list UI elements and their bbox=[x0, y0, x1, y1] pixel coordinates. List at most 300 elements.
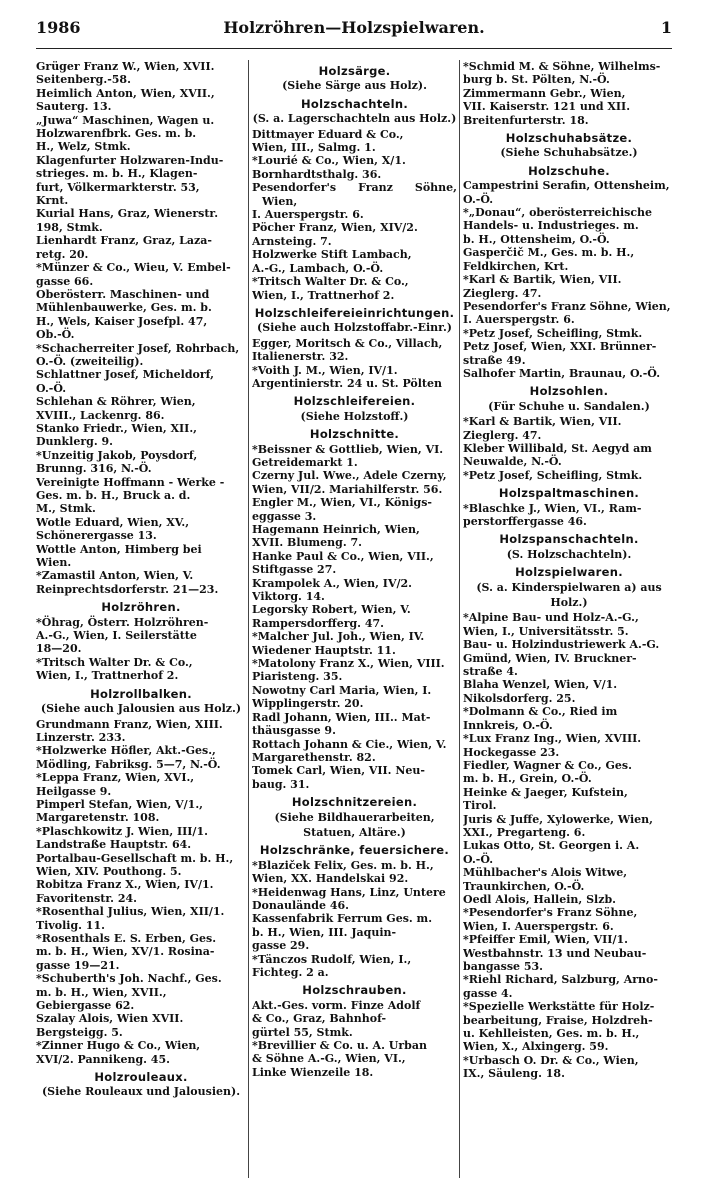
entry-line: m. b. H., Grein, O.-Ö. bbox=[463, 772, 592, 786]
entry-line: O.-Ö. bbox=[463, 192, 494, 206]
directory-entry bbox=[36, 449, 246, 476]
directory-entry bbox=[463, 759, 675, 786]
entry-line: Pimperl Stefan, Wien, V/1., bbox=[36, 797, 203, 811]
section-heading: Holzrollbalken. bbox=[90, 686, 192, 701]
directory-entry bbox=[36, 288, 246, 342]
section-note: (Siehe Rouleaux und Jalousien). bbox=[41, 1085, 241, 1099]
directory-entry bbox=[252, 181, 457, 221]
directory-entry bbox=[36, 825, 246, 852]
entry-line: straße 49. bbox=[463, 353, 526, 367]
entry-line: „Juwa“ Maschinen, Wagen u. bbox=[36, 113, 215, 127]
entry-line: *Rosenthal Julius, Wien, XII/1. bbox=[36, 905, 225, 919]
entry-line: Argentinierstr. 24 u. St. Pölten bbox=[252, 376, 443, 390]
entry-line: Seitenberg.-58. bbox=[36, 73, 131, 87]
entry-line: Salhofer Martin, Braunau, O.-Ö. bbox=[463, 366, 661, 380]
directory-entry bbox=[463, 179, 675, 206]
entry-line: Legorsky Robert, Wien, V. bbox=[252, 603, 411, 617]
entry-line: I. Auerspergstr. 6. bbox=[252, 208, 364, 222]
directory-entry bbox=[252, 684, 457, 711]
entry-line: *Leppa Franz, Wien, XVI., bbox=[36, 771, 195, 785]
page-marker: 1 bbox=[660, 18, 672, 37]
entry-line: *Unzeitig Jakob, Poysdorf, bbox=[36, 448, 198, 462]
section-note: (Siehe auch Jalousien aus Holz.) bbox=[40, 702, 242, 716]
entry-line: gasse 4. bbox=[463, 986, 513, 1000]
directory-entry bbox=[463, 1000, 675, 1054]
directory-entry bbox=[36, 656, 246, 683]
entry-line: Tirol. bbox=[463, 799, 497, 813]
section-heading: Holzschnitzereien. bbox=[291, 795, 418, 810]
entry-line: Kassenfabrik Ferrum Ges. m. bbox=[252, 912, 433, 926]
directory-entry bbox=[36, 368, 246, 395]
entry-line: bangasse 53. bbox=[463, 960, 543, 973]
directory-entry bbox=[463, 415, 675, 442]
directory-entry bbox=[252, 128, 457, 155]
section-heading: Holzschrauben. bbox=[302, 983, 407, 998]
entry-line: Hockegasse 23. bbox=[463, 745, 560, 759]
entry-line: Oedl Alois, Hallein, Slzb. bbox=[463, 892, 616, 906]
entry-line: Stanko Friedr., Wien, XII., bbox=[36, 421, 197, 435]
entry-line: Campestrini Serafin, Ottensheim, bbox=[463, 179, 670, 193]
entry-line: *Dolmann & Co., Ried im bbox=[463, 705, 618, 719]
directory-entry bbox=[252, 443, 457, 470]
entry-line: *Holzwerke Höfler, Akt.-Ges., bbox=[36, 744, 216, 758]
entry-line: *Riehl Richard, Salzburg, Arno- bbox=[463, 973, 658, 987]
entry-line: Wipplingerstr. 20. bbox=[252, 697, 364, 711]
entry-line: O.-Ö. (zweiteilig). bbox=[36, 354, 144, 368]
entry-line: *Voith J. M., Wien, IV/1. bbox=[252, 363, 398, 377]
entry-line: *Tritsch Walter Dr. & Co., bbox=[36, 655, 193, 669]
entry-line: Wien, X., Alxingerg. 59. bbox=[463, 1040, 609, 1054]
entry-line: m. b. H., Wien, XV/1. Rosina- bbox=[36, 945, 215, 959]
page-title: Holzröhren—Holzspielwaren. bbox=[223, 18, 485, 37]
entry-line: Lukas Otto, St. Georgen i. A. bbox=[463, 839, 640, 853]
directory-entry bbox=[252, 912, 457, 952]
entry-line: *Blaziček Felix, Ges. m. b. H., bbox=[252, 858, 434, 872]
header-rule bbox=[36, 48, 672, 49]
entry-line: XVIII., Lackenrg. 86. bbox=[36, 408, 165, 422]
directory-entry bbox=[36, 114, 246, 154]
section-heading: Holzschuhabsätze. bbox=[505, 131, 633, 146]
entry-line: *Beissner & Gottlieb, Wien, VI. bbox=[252, 442, 444, 456]
directory-entry bbox=[36, 798, 246, 825]
entry-line: Stiftgasse 27. bbox=[252, 563, 337, 577]
directory-entry bbox=[252, 764, 457, 791]
directory-entry bbox=[463, 893, 675, 906]
directory-entry bbox=[36, 516, 246, 543]
directory-entry bbox=[463, 469, 675, 482]
section-heading: Holzschachteln. bbox=[300, 96, 409, 111]
directory-entry bbox=[463, 367, 675, 380]
entry-line: *Heidenwag Hans, Linz, Untere bbox=[252, 885, 446, 899]
entry-line: Brunng. 316, N.-Ö. bbox=[36, 462, 152, 476]
entry-line: Vereinigte Hoffmann - Werke - bbox=[36, 475, 225, 489]
entry-line: O.-Ö. bbox=[36, 381, 67, 395]
column-2 bbox=[252, 60, 457, 1184]
entry-line: Tomek Carl, Wien, VII. Neu- bbox=[252, 764, 425, 778]
entry-line: Gmünd, Wien, IV. Bruckner- bbox=[463, 651, 637, 665]
directory-entry bbox=[252, 999, 457, 1039]
directory-entry bbox=[36, 932, 246, 972]
directory-entry bbox=[252, 603, 457, 630]
entry-line: Kleber Willibald, St. Aegyd am bbox=[463, 441, 652, 455]
entry-line: Wien, I., Universitätsstr. 5. bbox=[463, 624, 629, 638]
section-note: (Für Schuhe u. Sandalen.) bbox=[488, 399, 650, 413]
entry-line: *Petz Josef, Scheifling, Stmk. bbox=[463, 468, 643, 482]
entry-line: Viktorg. 14. bbox=[252, 590, 325, 604]
column-divider bbox=[459, 60, 460, 1178]
directory-entry bbox=[463, 246, 675, 273]
entry-line: Traunkirchen, O.-Ö. bbox=[463, 879, 585, 893]
directory-entry bbox=[36, 154, 246, 208]
directory-entry bbox=[36, 87, 246, 114]
entry-line: Hanke Paul & Co., Wien, VII., bbox=[252, 549, 434, 563]
directory-entry bbox=[36, 616, 246, 656]
directory-entry bbox=[36, 207, 246, 234]
directory-entry bbox=[463, 732, 675, 759]
directory-entry bbox=[463, 678, 675, 705]
entry-line: Arnsteing. 7. bbox=[252, 234, 332, 248]
column-3 bbox=[463, 60, 675, 1184]
entry-line: Robitza Franz X., Wien, IV/1. bbox=[36, 878, 214, 892]
entry-line: Ob.-Ö. bbox=[36, 328, 75, 342]
entry-line: *Schmid M. & Söhne, Wilhelms- bbox=[463, 60, 661, 73]
entry-line: A.-G., Lambach, O.-Ö. bbox=[252, 261, 384, 275]
section-note: Holz.) bbox=[550, 596, 588, 610]
entry-line: *Karl & Bartik, Wien, VII. bbox=[463, 415, 622, 429]
entry-line: *Zinner Hugo & Co., Wien, bbox=[36, 1039, 201, 1053]
entry-line: Rottach Johann & Cie., Wien, V. bbox=[252, 737, 447, 751]
entry-line: H., Wels, Kaiser Josefpl. 47, bbox=[36, 314, 208, 328]
directory-entry bbox=[252, 577, 457, 604]
section-heading: Holzröhren. bbox=[101, 600, 181, 615]
section-note: (S. a. Kinderspielwaren a) aus bbox=[476, 580, 662, 594]
directory-entry bbox=[252, 337, 457, 364]
directory-entry bbox=[36, 744, 246, 771]
entry-line: Zieglerg. 47. bbox=[463, 428, 542, 442]
entry-line: Schönerergasse 13. bbox=[36, 529, 157, 543]
entry-line: Dunklerg. 9. bbox=[36, 435, 113, 449]
entry-line: Piaristeng. 35. bbox=[252, 670, 343, 684]
entry-line: Mühlbacher's Alois Witwe, bbox=[463, 866, 628, 880]
entry-line: Pesendorfer's Franz Söhne, Wien, bbox=[463, 299, 671, 313]
entry-line: Wien, I., Trattnerhof 2. bbox=[252, 288, 395, 302]
directory-entry bbox=[463, 906, 675, 933]
entry-line: *Malcher Jul. Joh., Wien, IV. bbox=[252, 630, 425, 644]
entry-line: Gebiergasse 62. bbox=[36, 999, 135, 1013]
entry-line: Heinke & Jaeger, Kufstein, bbox=[463, 785, 628, 799]
entry-line: Holzwarenfbrk. Ges. m. b. bbox=[36, 127, 197, 141]
directory-entry bbox=[252, 630, 457, 657]
entry-line: Linzerstr. 233. bbox=[36, 730, 126, 744]
entry-line: *Matolony Franz X., Wien, VIII. bbox=[252, 657, 445, 671]
entry-line: gasse 19—21. bbox=[36, 958, 120, 972]
entry-line: *Tänczos Rudolf, Wien, I., bbox=[252, 952, 412, 966]
entry-line: Bergsteigg. 5. bbox=[36, 1025, 123, 1039]
entry-line: *Karl & Bartik, Wien, VII. bbox=[463, 273, 622, 287]
directory-entry bbox=[36, 342, 246, 369]
entry-line: *Spezielle Werkstätte für Holz- bbox=[463, 1000, 655, 1014]
entry-line: IX., Säuleng. 18. bbox=[463, 1067, 565, 1081]
page-number: 1986 bbox=[36, 18, 81, 37]
entry-line: Hagemann Heinrich, Wien, bbox=[252, 523, 420, 536]
entry-line: Schlattner Josef, Micheldorf, bbox=[36, 368, 214, 382]
entry-line: Krampolek A., Wien, IV/2. bbox=[252, 576, 412, 590]
section-heading: Holzschnitte. bbox=[309, 427, 400, 442]
entry-line: *Schuberth's Joh. Nachf., Ges. bbox=[36, 972, 222, 986]
entry-line: VII. Kaiserstr. 121 und XII. bbox=[463, 100, 631, 114]
entry-line: Blaha Wenzel, Wien, V/1. bbox=[463, 678, 618, 692]
directory-entry bbox=[463, 340, 675, 367]
entry-line: Landstraße Hauptstr. 64. bbox=[36, 838, 192, 852]
directory-entry bbox=[252, 248, 457, 275]
entry-line: b. H., Ottensheim, O.-Ö. bbox=[463, 232, 610, 246]
entry-line: Radl Johann, Wien, III.. Mat- bbox=[252, 710, 431, 724]
directory-entry bbox=[36, 395, 246, 422]
entry-line: Sauterg. 13. bbox=[36, 100, 112, 114]
section-note: (S. Holzschachteln). bbox=[506, 547, 632, 561]
entry-line: Engler M., Wien, VI., Königs- bbox=[252, 496, 432, 510]
directory-entry bbox=[36, 422, 246, 449]
entry-line: Oberösterr. Maschinen- und bbox=[36, 287, 210, 301]
entry-line: straße 4. bbox=[463, 665, 518, 679]
section-heading: Holzspielwaren. bbox=[515, 565, 623, 580]
entry-line: retg. 20. bbox=[36, 247, 89, 261]
directory-entry bbox=[252, 469, 457, 496]
section-note: (Siehe Holzstoff.) bbox=[300, 409, 409, 423]
entry-line: *Blaschke J., Wien, VI., Ram- bbox=[463, 501, 642, 515]
entry-line: *Münzer & Co., Wieu, V. Embel- bbox=[36, 261, 231, 275]
directory-entry bbox=[463, 611, 675, 638]
directory-entry bbox=[463, 206, 675, 246]
directory-entry bbox=[252, 364, 457, 391]
directory-entry bbox=[252, 738, 457, 765]
entry-line: Margaretenstr. 108. bbox=[36, 811, 160, 825]
entry-line: M., Stmk. bbox=[36, 502, 96, 516]
section-heading: Holzsärge. bbox=[318, 64, 391, 78]
section-note: (Siehe Bildhauerarbeiten, bbox=[274, 810, 435, 824]
entry-line: Bau- u. Holzindustriewerk A.-G. bbox=[463, 638, 660, 652]
entry-line: gürtel 55, Stmk. bbox=[252, 1025, 353, 1039]
section-heading: Holzschuhe. bbox=[528, 163, 610, 178]
directory-entry bbox=[252, 221, 457, 248]
entry-line: Breitenfurterstr. 18. bbox=[463, 113, 589, 127]
entry-line: Juris & Juffe, Xylowerke, Wien, bbox=[463, 812, 653, 826]
entry-line: XVI/2. Pannikeng. 45. bbox=[36, 1052, 170, 1066]
section-note: (Siehe auch Holzstoffabr.-Einr.) bbox=[257, 321, 452, 335]
entry-line: *Pfeiffer Emil, Wien, VII/1. bbox=[463, 933, 628, 947]
entry-line: Wiedener Hauptstr. 11. bbox=[252, 643, 396, 657]
entry-line: Lienhardt Franz, Graz, Laza- bbox=[36, 234, 212, 248]
section-heading: Holzsohlen. bbox=[529, 384, 609, 399]
entry-line: Margarethenstr. 82. bbox=[252, 750, 376, 764]
entry-line: Nikolsdorferg. 25. bbox=[463, 691, 576, 705]
entry-line: Grundmann Franz, Wien, XIII. bbox=[36, 717, 223, 731]
entry-line: O.-Ö. bbox=[463, 852, 494, 866]
entry-line: Wotle Eduard, Wien, XV., bbox=[36, 515, 190, 529]
section-heading: Holzschleifereien. bbox=[293, 394, 416, 409]
entry-line: u. Kehlleisten, Ges. m. b. H., bbox=[463, 1027, 640, 1041]
entry-line: *Lux Franz Ing., Wien, XVIII. bbox=[463, 732, 642, 746]
entry-line: XXI., Pregarteng. 6. bbox=[463, 825, 586, 839]
entry-line: Szalay Alois, Wien XVII. bbox=[36, 1012, 184, 1026]
entry-line: Donaulände 46. bbox=[252, 898, 349, 912]
directory-entry bbox=[36, 972, 246, 1012]
entry-line: Kurial Hans, Graz, Wienerstr. bbox=[36, 207, 219, 221]
directory-entry bbox=[463, 442, 675, 469]
entry-line: Wien, XIV. Pouthong. 5. bbox=[36, 864, 182, 878]
directory-entry bbox=[36, 569, 246, 596]
entry-line: Petz Josef, Wien, XXI. Brünner- bbox=[463, 340, 657, 354]
entry-line: Zieglerg. 47. bbox=[463, 286, 542, 300]
entry-line: perstorffergasse 46. bbox=[463, 515, 587, 528]
entry-line: Linke Wienzeile 18. bbox=[252, 1065, 374, 1079]
entry-line: *Zamastil Anton, Wien, V. bbox=[36, 569, 194, 583]
directory-entry bbox=[36, 718, 246, 745]
entry-line: *Brevillier & Co. u. A. Urban bbox=[252, 1039, 427, 1053]
directory-entry bbox=[36, 852, 246, 879]
entry-line: Westbahnstr. 13 und Neubau- bbox=[463, 946, 647, 960]
directory-entry bbox=[36, 543, 246, 570]
entry-line: Fichteg. 2 a. bbox=[252, 966, 329, 979]
section-heading: Holzrouleaux. bbox=[94, 1070, 188, 1085]
entry-line: Getreidemarkt 1. bbox=[252, 455, 358, 469]
entry-line: Grüger Franz W., Wien, XVII. bbox=[36, 60, 215, 73]
entry-line: furt, Völkermarkterstr. 53, bbox=[36, 180, 200, 194]
column-1 bbox=[36, 60, 246, 1184]
directory-entry bbox=[463, 933, 675, 973]
entry-line: Dittmayer Eduard & Co., bbox=[252, 127, 404, 141]
entry-line: Reinprechtsdorferstr. 21—23. bbox=[36, 582, 219, 596]
directory-entry bbox=[463, 327, 675, 340]
entry-line: m. b. H., Wien, XVII., bbox=[36, 985, 167, 999]
entry-line: Feldkirchen, Krt. bbox=[463, 259, 569, 273]
section-note: Statuen, Altäre.) bbox=[303, 825, 406, 839]
entry-line: Schlehan & Röhrer, Wien, bbox=[36, 395, 196, 409]
directory-entry bbox=[252, 275, 457, 302]
entry-line: Mödling, Fabriksg. 5—7, N.-Ö. bbox=[36, 757, 221, 771]
entry-line: *Petz Josef, Scheifling, Stmk. bbox=[463, 326, 643, 340]
directory-entry bbox=[463, 786, 675, 813]
directory-entry bbox=[252, 953, 457, 980]
entry-line: Czerny Jul. Wwe., Adele Czerny, bbox=[252, 469, 447, 483]
directory-entry bbox=[252, 711, 457, 738]
entry-line: Pesendorfer's Franz Söhne, Wien, bbox=[252, 181, 457, 208]
entry-line: baug. 31. bbox=[252, 777, 310, 791]
directory-entry bbox=[36, 878, 246, 905]
entry-line: Fiedler, Wagner & Co., Ges. bbox=[463, 758, 632, 772]
directory-entry bbox=[463, 705, 675, 732]
directory-entry bbox=[36, 60, 246, 87]
entry-line: *Tritsch Walter Dr. & Co., bbox=[252, 275, 409, 289]
directory-entry bbox=[252, 657, 457, 684]
directory-entry bbox=[36, 1039, 246, 1066]
entry-line: burg b. St. Pölten, N.-Ö. bbox=[463, 73, 610, 87]
entry-line: Heimlich Anton, Wien, XVII., bbox=[36, 86, 215, 100]
entry-line: thäusgasse 9. bbox=[252, 724, 336, 738]
directory-entry bbox=[463, 87, 675, 127]
entry-line: Wottle Anton, Himberg bei bbox=[36, 542, 202, 556]
directory-entry bbox=[252, 154, 457, 181]
entry-line: *Schacherreiter Josef, Rohrbach, bbox=[36, 341, 240, 355]
entry-line: Wien, VII/2. Mariahilferstr. 56. bbox=[252, 482, 443, 496]
entry-line: Wien, I., Trattnerhof 2. bbox=[36, 669, 179, 683]
entry-line: H., Welz, Stmk. bbox=[36, 140, 131, 154]
directory-entry bbox=[463, 1054, 675, 1081]
entry-line: Wien, III., Salmg. 1. bbox=[252, 141, 376, 155]
entry-line: Nowotny Carl Maria, Wien, I. bbox=[252, 683, 432, 697]
column-divider bbox=[248, 60, 249, 1178]
directory-entry bbox=[252, 886, 457, 913]
entry-line: b. H., Wien, III. Jaquin- bbox=[252, 925, 397, 939]
entry-line: Holzwerke Stift Lambach, bbox=[252, 248, 412, 262]
entry-line: XVII. Blumeng. 7. bbox=[252, 536, 362, 550]
entry-line: Neuwalde, N.-Ö. bbox=[463, 455, 562, 469]
directory-entry bbox=[463, 839, 675, 866]
directory-entry bbox=[463, 973, 675, 1000]
directory-entry bbox=[463, 300, 675, 327]
entry-line: Klagenfurter Holzwaren-Indu- bbox=[36, 153, 224, 167]
entry-line: Portalbau-Gesellschaft m. b. H., bbox=[36, 851, 234, 865]
directory-entry bbox=[36, 771, 246, 798]
entry-line: *Öhrag, Österr. Holzröhren- bbox=[36, 615, 209, 629]
section-note: (Siehe Schuhabsätze.) bbox=[500, 146, 638, 160]
entry-line: Wien, I. Auerspergstr. 6. bbox=[463, 919, 614, 933]
entry-line: Zimmermann Gebr., Wien, bbox=[463, 86, 626, 100]
entry-line: Rampersdorfferg. 47. bbox=[252, 616, 384, 630]
entry-line: I. Auerspergstr. 6. bbox=[463, 313, 575, 327]
entry-line: eggasse 3. bbox=[252, 509, 317, 523]
entry-line: *Rosenthals E. S. Erben, Ges. bbox=[36, 932, 217, 945]
entry-line: Gasperčič M., Ges. m. b. H., bbox=[463, 246, 635, 260]
entry-line: *Alpine Bau- und Holz-A.-G., bbox=[463, 611, 639, 625]
entry-line: & Söhne A.-G., Wien, VI., bbox=[252, 1052, 406, 1066]
directory-entry bbox=[36, 261, 246, 288]
entry-line: Krnt. bbox=[36, 194, 69, 208]
directory-entry bbox=[252, 496, 457, 523]
entry-line: *Urbasch O. Dr. & Co., Wien, bbox=[463, 1053, 639, 1067]
entry-line: A.-G., Wien, I. Seilerstätte bbox=[36, 629, 197, 643]
section-heading: Holzschleifereieinrichtungen. bbox=[254, 305, 455, 320]
section-heading: Holzspaltmaschinen. bbox=[498, 486, 640, 501]
directory-entry bbox=[252, 523, 457, 550]
entry-line: gasse 66. bbox=[36, 274, 94, 288]
entry-line: Favoritenstr. 24. bbox=[36, 891, 137, 905]
directory-entry bbox=[463, 60, 675, 87]
directory-entry bbox=[463, 866, 675, 893]
entry-line: Pöcher Franz, Wien, XIV/2. bbox=[252, 221, 418, 235]
entry-line: Innkreis, O.-Ö. bbox=[463, 718, 553, 732]
entry-line: Handels- u. Industrieges. m. bbox=[463, 219, 639, 233]
entry-line: Wien, XX. Handelskai 92. bbox=[252, 872, 409, 886]
entry-line: Mühlenbauwerke, Ges. m. b. bbox=[36, 301, 212, 315]
entry-line: Bornhardtsthalg. 36. bbox=[252, 167, 382, 181]
directory-entry bbox=[36, 1012, 246, 1039]
entry-line: gasse 29. bbox=[252, 939, 310, 953]
directory-entry bbox=[36, 905, 246, 932]
section-heading: Holzschränke, feuersichere. bbox=[259, 843, 450, 858]
entry-line: Heilgasse 9. bbox=[36, 784, 112, 798]
entry-line: strieges. m. b. H., Klagen- bbox=[36, 167, 198, 181]
page-header bbox=[36, 18, 672, 44]
directory-entry bbox=[252, 1039, 457, 1079]
directory-entry bbox=[252, 859, 457, 886]
section-note: (Siehe Särge aus Holz). bbox=[282, 79, 427, 93]
entry-line: Ges. m. b. H., Bruck a. d. bbox=[36, 489, 191, 502]
section-heading: Holzspanschachteln. bbox=[499, 532, 639, 547]
section-note: (S. a. Lagerschachteln aus Holz.) bbox=[252, 112, 457, 126]
entry-line: Akt.-Ges. vorm. Finze Adolf bbox=[252, 998, 421, 1012]
entry-line: *Plaschkowitz J. Wien, III/1. bbox=[36, 824, 208, 838]
